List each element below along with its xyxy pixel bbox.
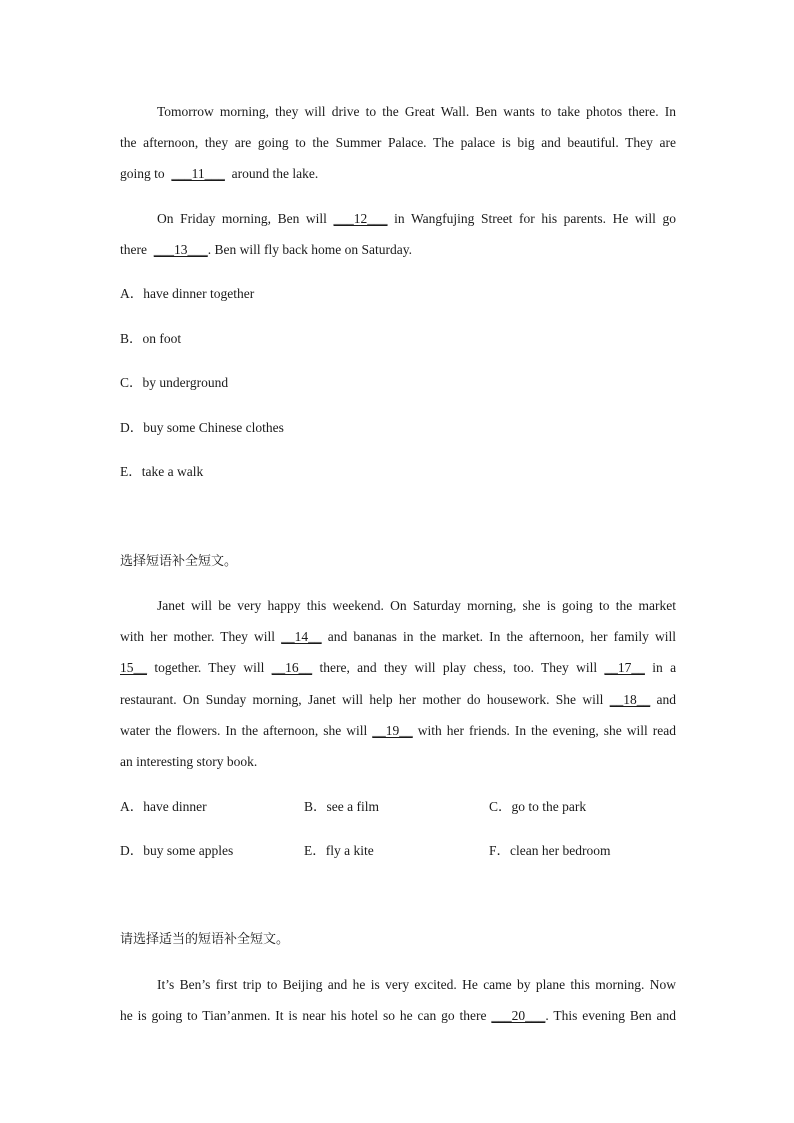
text-segment: restaurant. On Sunday morning, Janet will help her mother do housework. She will — [120, 692, 604, 707]
text-segment: and bananas in the market. In the afternoon, her family will — [327, 629, 676, 644]
option-letter: C． — [120, 375, 143, 390]
blank-17: __17__ — [604, 660, 645, 675]
option-text: by underground — [142, 375, 229, 390]
blank-15: 15__ — [120, 660, 147, 675]
option-a — [120, 797, 207, 817]
text-segment: there — [120, 242, 147, 257]
section2-line-6: an interesting story book. — [120, 754, 258, 769]
section2-line-1: Janet will be very happy this weekend. On Saturday morning, she is going to the market — [157, 598, 676, 613]
passage1-line-4 — [157, 209, 676, 229]
text-segment: with her friends. In the evening, she will read — [417, 723, 677, 738]
option-letter: F． — [489, 843, 511, 858]
option-letter: E． — [120, 464, 142, 479]
option-c — [120, 373, 228, 393]
option-text: clean her bedroom — [510, 843, 611, 858]
text-segment: together. They will — [154, 660, 265, 675]
option-d — [120, 418, 284, 438]
passage1-line-1: Tomorrow morning, they will drive to the Great Wall. Ben wants to take photos there. In — [157, 104, 676, 119]
option-text: on foot — [142, 331, 182, 346]
text-segment: water the flowers. In the afternoon, she will — [120, 723, 368, 738]
blank-13: ___13___ — [153, 242, 208, 257]
option-letter: D． — [120, 420, 144, 435]
blank-19: __19__ — [372, 723, 413, 738]
text-segment: with her mother. They will — [120, 629, 276, 644]
option-letter: E． — [304, 843, 326, 858]
blank-14: __14__ — [281, 629, 322, 644]
section3-heading: 请选择适当的短语补全短文。 — [120, 932, 290, 947]
text-segment: in a — [652, 660, 677, 675]
blank-16: __16__ — [271, 660, 313, 675]
option-text: go to the park — [511, 799, 587, 814]
option-b — [120, 329, 181, 349]
option-text: have dinner together — [143, 286, 255, 301]
blank-12: ___12___ — [333, 211, 388, 226]
option-c — [489, 797, 586, 817]
option-e — [304, 841, 374, 861]
text-segment: going to — [120, 166, 165, 181]
section2-line-5 — [120, 721, 676, 741]
section3-line-2 — [120, 1006, 676, 1026]
text-segment: On Friday morning, Ben will — [157, 211, 327, 226]
option-letter: C． — [489, 799, 512, 814]
option-a — [120, 284, 254, 304]
option-letter: A． — [120, 286, 144, 301]
passage1-line-2: the afternoon, they are going to the Summer Palace. The palace is big and beautiful. They are — [120, 135, 676, 150]
text-segment: he is going to Tian’anmen. It is near his hotel so he can go there — [120, 1008, 487, 1023]
option-letter: A． — [120, 799, 144, 814]
option-text: fly a kite — [325, 843, 374, 858]
text-segment: . This evening Ben and — [545, 1008, 677, 1023]
text-segment: in Wangfujing Street for his parents. He will go — [394, 211, 677, 226]
option-text: buy some Chinese clothes — [143, 420, 284, 435]
text-segment: and — [656, 692, 677, 707]
passage1-line-3 — [120, 164, 676, 184]
option-letter: D． — [120, 843, 144, 858]
option-text: take a walk — [141, 464, 204, 479]
section2-heading: 选择短语补全短文。 — [120, 554, 238, 569]
option-e — [120, 462, 203, 482]
blank-20: ___20___ — [491, 1008, 546, 1023]
option-text: have dinner — [143, 799, 207, 814]
blank-11: ___11___ — [171, 166, 225, 181]
text-segment: there, and they will play chess, too. They will — [319, 660, 598, 675]
option-letter: B． — [304, 799, 327, 814]
section2-line-4 — [120, 690, 676, 710]
option-f — [489, 841, 610, 861]
blank-18: __18__ — [609, 692, 651, 707]
option-b — [304, 797, 379, 817]
section2-line-3 — [120, 658, 676, 678]
text-segment: around the lake. — [231, 166, 319, 181]
section3-line-1: It’s Ben’s first trip to Beijing and he is very excited. He came by plane this morning. Now — [157, 977, 676, 992]
option-text: see a film — [326, 799, 379, 814]
option-letter: B． — [120, 331, 143, 346]
option-d — [120, 841, 233, 861]
text-segment: . Ben will fly back home on Saturday. — [207, 242, 412, 257]
section2-line-2 — [120, 627, 676, 647]
passage1-line-5 — [120, 240, 676, 260]
option-text: buy some apples — [143, 843, 234, 858]
